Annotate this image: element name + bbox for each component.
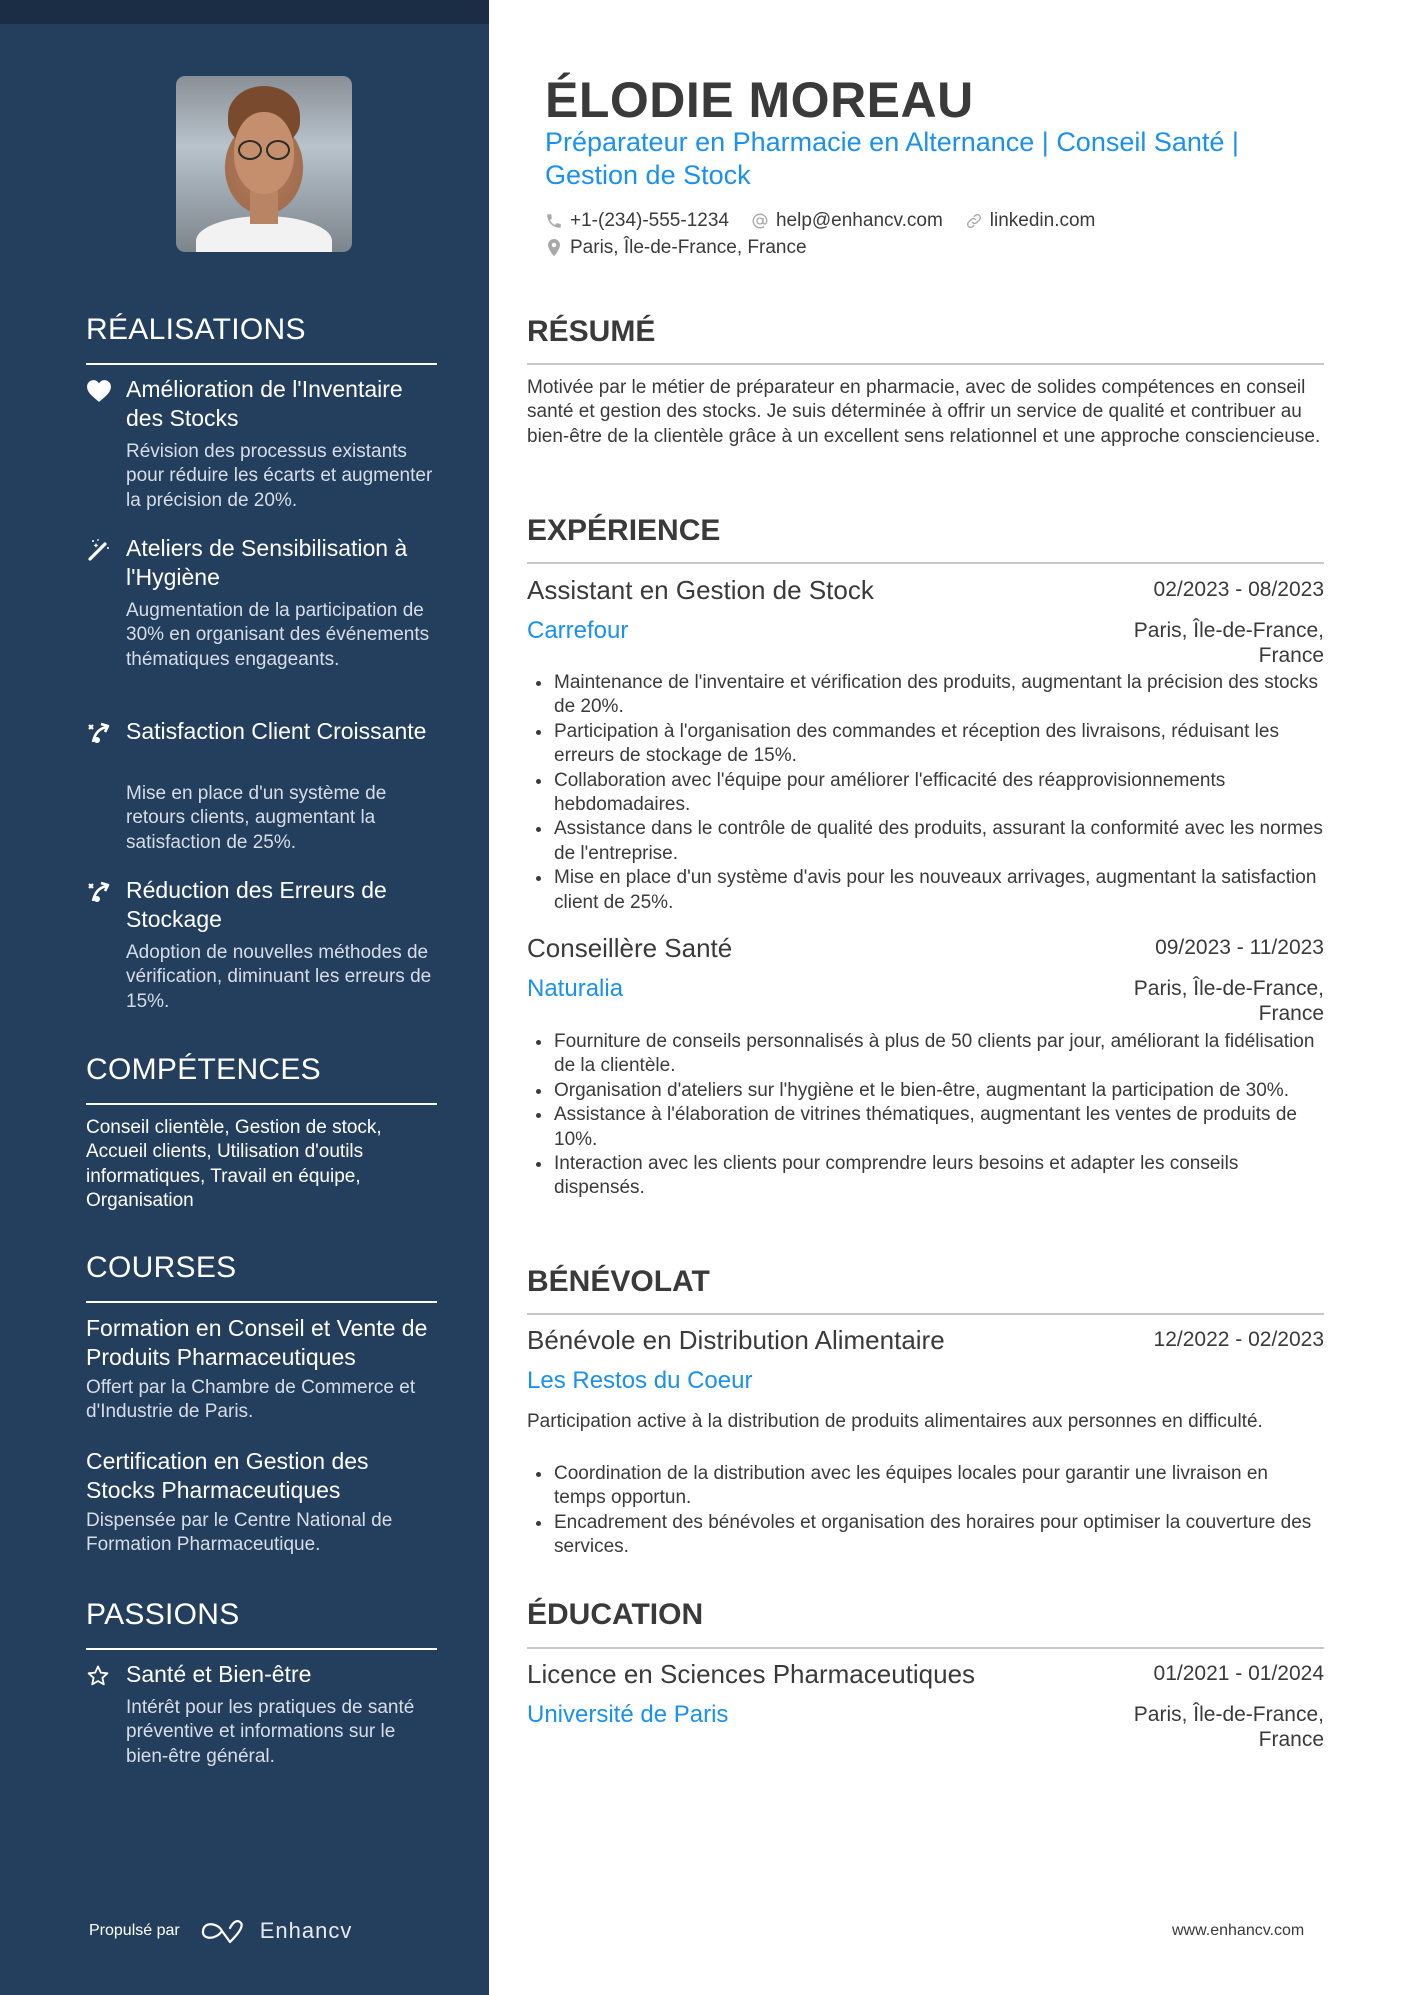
job-location: Paris, Île-de-France, France — [1133, 977, 1324, 1025]
achievements-section — [86, 312, 437, 1012]
location-row — [545, 237, 807, 259]
link-icon — [965, 212, 983, 230]
section-divider — [527, 562, 1324, 564]
job-dates: 09/2023 - 11/2023 — [1155, 936, 1324, 959]
volunteer-title: Bénévole en Distribution Alimentaire — [527, 1325, 945, 1355]
candidate-title: Préparateur en Pharmacie en Alternance | Conseil Santé | Gestion de Stock — [545, 127, 1239, 190]
summary-text: Motivée par le métier de préparateur en pharmacie, avec de solides compétences en conseil santé et gestion des stocks. Je suis déterminée à offrir un service de qualité et contribuer au bien-être de la clientèle grâce à un excellent sens relationnel et une approche consciencieuse. — [527, 377, 1321, 447]
job-location: Paris, Île-de-France, France — [1133, 619, 1324, 667]
skills-list: Conseil clientèle, Gestion de stock, Accueil clients, Utilisation d'outils informatiques, Travail en équipe, Organisation — [86, 1117, 382, 1212]
education-location: Paris, Île-de-France, France — [1133, 1703, 1324, 1751]
section-heading: ÉDUCATION — [527, 1598, 704, 1631]
sidebar — [0, 0, 489, 1995]
company-name[interactable]: Naturalia — [527, 975, 624, 1002]
contact-website[interactable] — [965, 210, 1096, 232]
at-icon — [751, 212, 769, 230]
enhancv-wordmark: Enhancv — [259, 1918, 353, 1943]
education-dates: 01/2021 - 01/2024 — [1153, 1662, 1324, 1685]
achievement-title: Satisfaction Client Croissante — [126, 718, 427, 744]
footer-url[interactable]: www.enhancv.com — [1172, 1922, 1305, 1939]
achievement-title: Amélioration de l'Inventaire des Stocks — [126, 376, 403, 431]
company-name[interactable]: Carrefour — [527, 617, 629, 644]
job-title: Conseillère Santé — [527, 933, 733, 963]
achievement-description: Adoption de nouvelles méthodes de vérification, diminuant les erreurs de 15%. — [126, 942, 432, 1012]
bullet-item: Collaboration avec l'équipe pour améliorer l'efficacité des réapprovisionnements hebdomadaires. — [527, 769, 1324, 818]
map-pin-icon — [545, 239, 563, 257]
main-content — [527, 0, 1324, 1995]
sidebar-top-band — [0, 0, 489, 24]
bullet-item: Organisation d'ateliers sur l'hygiène et le bien-être, augmentant la participation de 30%. — [527, 1079, 1324, 1103]
course-title: Formation en Conseil et Vente de Produits Pharmaceutiques — [86, 1315, 428, 1370]
phone-icon — [545, 212, 563, 230]
phone-text: +1-(234)-555-1234 — [570, 210, 729, 231]
section-heading: EXPÉRIENCE — [527, 514, 721, 547]
bullet-item: Participation à l'organisation des commandes et réception des livraisons, réduisant les erreurs de stockage de 15%. — [527, 720, 1324, 769]
passions-section — [86, 1597, 437, 1767]
job-dates: 02/2023 - 08/2023 — [1153, 578, 1324, 601]
passion-title: Santé et Bien-être — [126, 1661, 312, 1687]
passion-description: Intérêt pour les pratiques de santé préventive et informations sur le bien-être général. — [126, 1697, 415, 1767]
profile-photo — [176, 76, 352, 252]
section-heading: COMPÉTENCES — [86, 1053, 321, 1086]
section-divider — [86, 363, 437, 365]
degree-title: Licence en Sciences Pharmaceutiques — [527, 1659, 976, 1689]
section-heading: RÉSUMÉ — [527, 315, 656, 348]
bullet-item: Maintenance de l'inventaire et vérification des produits, augmentant la précision des stocks de 20%. — [527, 671, 1324, 720]
achievement-description: Augmentation de la participation de 30% en organisant des événements thématiques engageants. — [126, 600, 430, 670]
achievement-description: Révision des processus existants pour réduire les écarts et augmenter la précision de 20%. — [126, 441, 433, 511]
section-divider — [86, 1301, 437, 1303]
course-description: Offert par la Chambre de Commerce et d'Industrie de Paris. — [86, 1377, 416, 1423]
bullet-item: Fourniture de conseils personnalisés à plus de 50 clients par jour, améliorant la fidélisation de la clientèle. — [527, 1030, 1324, 1079]
powered-by — [89, 1918, 352, 1944]
section-divider — [86, 1103, 437, 1105]
organization-name[interactable]: Les Restos du Coeur — [527, 1367, 753, 1394]
contact-row — [545, 210, 1095, 232]
volunteer-description: Participation active à la distribution de produits alimentaires aux personnes en difficulté. — [527, 1411, 1263, 1432]
job-bullets — [527, 671, 1324, 915]
course-title: Certification en Gestion des Stocks Pharmaceutiques — [86, 1448, 369, 1503]
section-heading: COURSES — [86, 1251, 237, 1284]
bullet-item: Assistance dans le contrôle de qualité des produits, assurant la conformité avec les normes de l'entreprise. — [527, 817, 1324, 866]
courses-section — [86, 1250, 437, 1556]
enhancv-logo[interactable] — [200, 1918, 353, 1944]
enhancv-logo-icon — [200, 1918, 248, 1944]
section-divider — [527, 1647, 1324, 1649]
website-text: linkedin.com — [989, 210, 1096, 231]
growth-route-icon — [86, 880, 112, 904]
contact-email[interactable] — [751, 210, 943, 232]
job-bullets — [527, 1030, 1324, 1201]
school-name[interactable]: Université de Paris — [527, 1701, 729, 1728]
section-divider — [527, 1313, 1324, 1315]
location-text: Paris, Île-de-France, France — [570, 237, 807, 258]
candidate-name: ÉLODIE MOREAU — [545, 72, 974, 128]
growth-route-icon — [86, 721, 112, 745]
bullet-item: Interaction avec les clients pour comprendre leurs besoins et adapter les conseils dispensés. — [527, 1152, 1324, 1201]
magic-wand-icon — [86, 538, 112, 562]
section-heading: RÉALISATIONS — [86, 313, 306, 346]
volunteer-bullets — [527, 1462, 1324, 1560]
bullet-item: Coordination de la distribution avec les équipes locales pour garantir une livraison en temps opportun. — [527, 1462, 1324, 1511]
achievement-description: Mise en place d'un système de retours clients, augmentant la satisfaction de 25%. — [126, 783, 387, 853]
skills-section — [86, 1052, 437, 1212]
bullet-item: Mise en place d'un système d'avis pour les nouveaux arrivages, augmentant la satisfaction client de 25%. — [527, 866, 1324, 915]
contact-phone[interactable] — [545, 210, 729, 232]
star-icon — [86, 1664, 112, 1688]
job-title: Assistant en Gestion de Stock — [527, 575, 874, 605]
section-divider — [86, 1648, 437, 1650]
heart-icon — [86, 379, 112, 403]
bullet-item: Encadrement des bénévoles et organisation des horaires pour optimiser la couverture des services. — [527, 1511, 1324, 1560]
section-heading: PASSIONS — [86, 1598, 240, 1631]
email-text: help@enhancv.com — [775, 210, 943, 231]
volunteer-dates: 12/2022 - 02/2023 — [1153, 1328, 1324, 1351]
powered-by-label: Propulsé par — [89, 1922, 180, 1939]
course-description: Dispensée par le Centre National de Formation Pharmaceutique. — [86, 1510, 393, 1556]
achievement-title: Ateliers de Sensibilisation à l'Hygiène — [126, 535, 408, 590]
bullet-item: Assistance à l'élaboration de vitrines thématiques, augmentant les ventes de produits de 10%. — [527, 1103, 1324, 1152]
section-heading: BÉNÉVOLAT — [527, 1265, 710, 1298]
contact-location — [545, 237, 807, 259]
section-divider — [527, 363, 1324, 365]
achievement-title: Réduction des Erreurs de Stockage — [126, 877, 387, 932]
